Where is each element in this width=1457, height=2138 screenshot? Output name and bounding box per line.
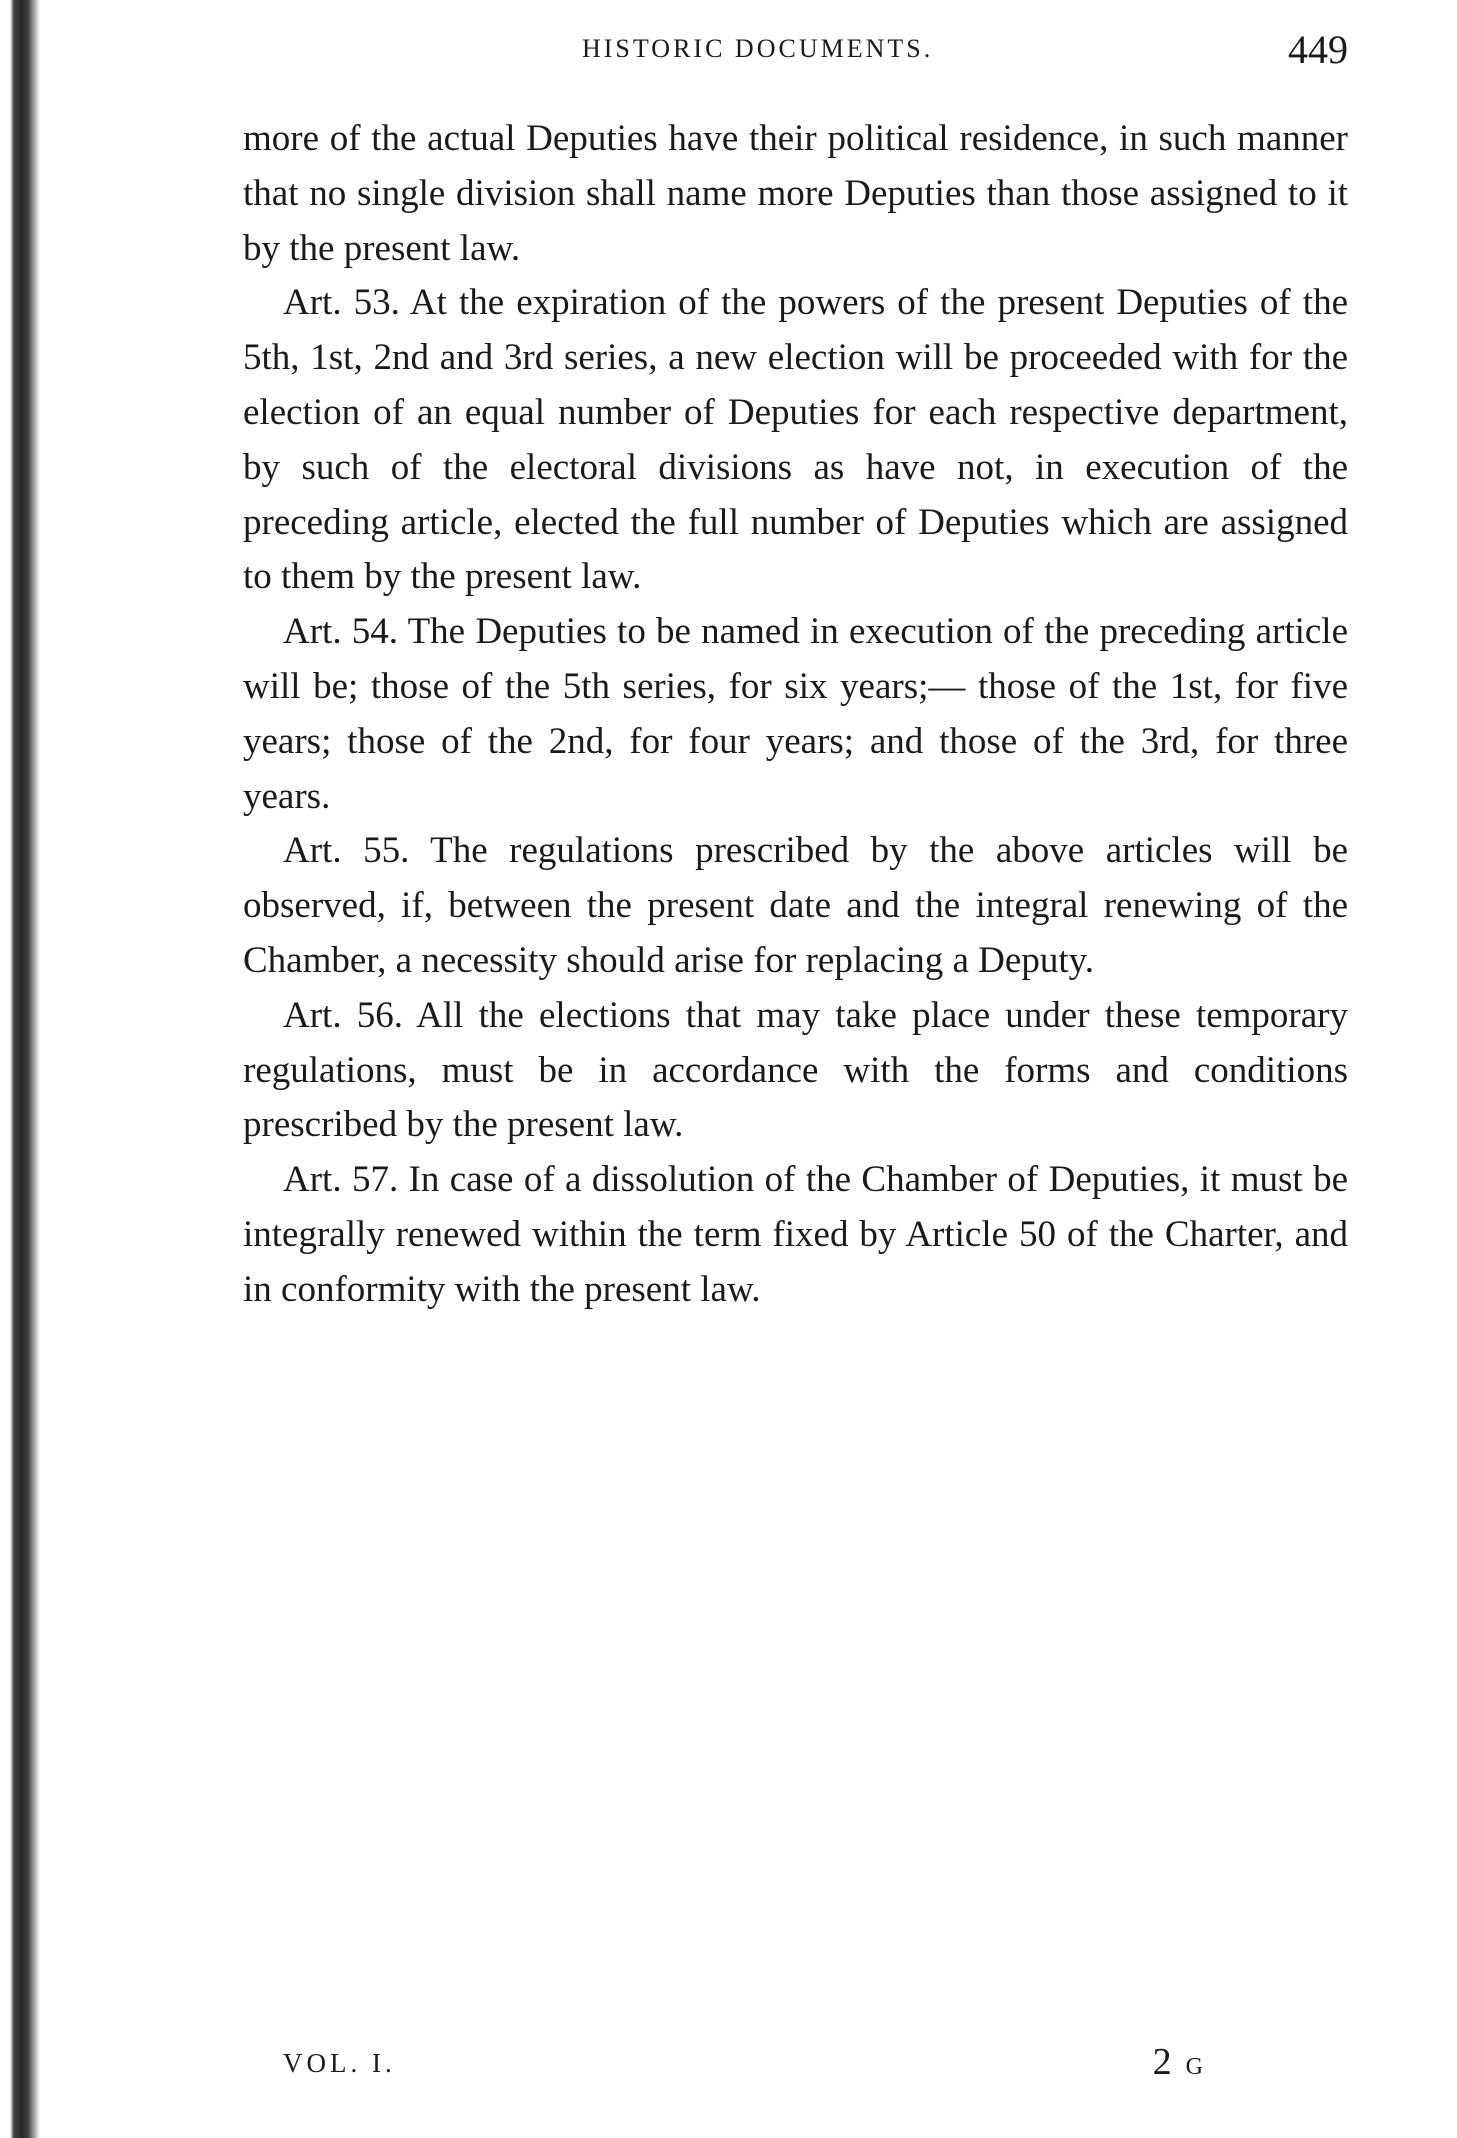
running-head: HISTORIC DOCUMENTS. <box>582 34 934 63</box>
article-56: Art. 56. All the elections that may take place under these temporary regulations, must be in accordance with the forms and conditions prescribed by the present law. <box>243 994 1348 1146</box>
page-header <box>243 26 1348 76</box>
volume-label: VOL. I. <box>283 2048 396 2078</box>
article-54: Art. 54. The Deputies to be named in execution of the preceding article will be; those of the 5th series, for six years;— those of the 1st, for five years; those of the 2nd, for four years; and those of the 3rd, for three years. <box>243 611 1348 817</box>
signature-letter: G <box>1185 2054 1203 2080</box>
page-number: 449 <box>1288 27 1348 72</box>
page-footer <box>283 2040 1203 2090</box>
article-55: Art. 55. The regulations prescribed by the above articles will be observed, if, between the present date and the integral renewing of the Chamber, a necessity should arise for replacing a Deputy. <box>243 830 1348 981</box>
paragraph-continuation: more of the actual Deputies have their political residence, in such manner that no single division shall name more Deputies than those assigned to it by the present law. <box>243 118 1348 269</box>
signature-number: 2 <box>1152 2041 1172 2083</box>
binding-shadow <box>0 0 48 2138</box>
signature-mark <box>1153 2040 1203 2084</box>
article-53: Art. 53. At the expiration of the powers of the present Deputies of the 5th, 1st, 2nd and 3rd series, a new election will be proceeded with for the election of an equal number of Deputies for each respective department, by such of the electoral divisions as have not, in execution of the preceding article, elected the full number of Deputies which are assigned to them by the present law. <box>243 282 1348 598</box>
article-57: Art. 57. In case of a dissolution of the Chamber of Deputies, it must be integrally renewed within the term fixed by Article 50 of the Charter, and in conformity with the present law. <box>243 1159 1348 1310</box>
body-text <box>243 112 1348 1318</box>
